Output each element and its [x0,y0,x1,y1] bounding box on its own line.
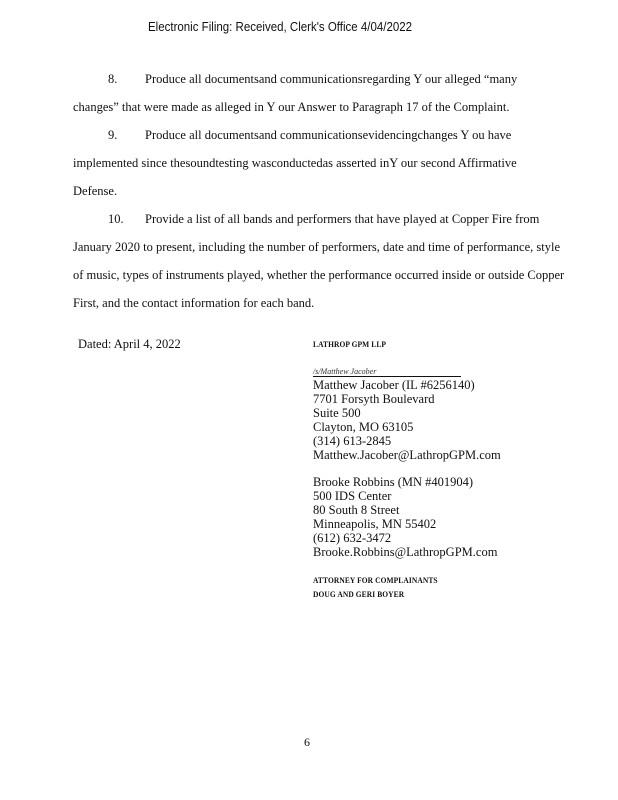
paragraph-10-line: Provide a list of all bands and performers that have played at Copper Fire from [145,212,540,226]
paragraph-9-line: implemented since thesoundtesting wasconductedas asserted inY our second Affirmative [73,156,517,170]
attorney-1-block [313,378,501,462]
paragraph-8-number: 8. [108,72,118,86]
electronic-signature: /s/Matthew Jacober [313,367,377,376]
paragraph-9-line: Defense. [73,184,118,198]
attorney-for-line-2: DOUG AND GERI BOYER [313,589,405,599]
signature-rule [313,376,461,377]
attorney-1-suite: Suite 500 [313,406,361,420]
filing-header: Electronic Filing: Received, Clerk's Office 4/04/2022 [148,20,413,34]
dated-line: Dated: April 4, 2022 [78,337,181,351]
attorney-2-address: 500 IDS Center [313,489,392,503]
attorney-2-city: Minneapolis, MN 55402 [313,517,437,531]
attorney-2-name: Brooke Robbins (MN #401904) [313,475,474,489]
paragraph-8-line: Produce all documentsand communicationsregarding Y our alleged “many [145,72,518,86]
attorney-2-block [313,475,497,559]
attorney-1-email: Matthew.Jacober@LathropGPM.com [313,448,501,462]
attorney-1-phone: (314) 613-2845 [313,434,392,448]
attorney-1-city: Clayton, MO 63105 [313,420,414,434]
paragraph-10-line: of music, types of instruments played, whether the performance occurred inside or outside Copper [73,268,565,282]
attorney-2-street: 80 South 8 Street [313,503,400,517]
attorney-2-email: Brooke.Robbins@LathropGPM.com [313,545,498,559]
attorney-1-address: 7701 Forsyth Boulevard [313,392,435,406]
attorney-2-phone: (612) 632-3472 [313,531,392,545]
paragraph-9-number: 9. [108,128,118,142]
paragraph-8-line: changes” that were made as alleged in Y our Answer to Paragraph 17 of the Complaint. [73,100,510,114]
paragraph-9-line: Produce all documentsand communicationsevidencingchanges Y ou have [145,128,512,142]
paragraph-10-line: January 2020 to present, including the number of performers, date and time of performance, style [73,240,560,254]
page-number: 6 [304,735,310,749]
attorney-1-name: Matthew Jacober (IL #6256140) [313,378,475,392]
paragraph-10-line: First, and the contact information for each band. [73,296,315,310]
paragraph-10-number: 10. [108,212,124,226]
firm-name: LATHROP GPM LLP [313,339,387,349]
attorney-for-line-1: ATTORNEY FOR COMPLAINANTS [313,575,438,585]
